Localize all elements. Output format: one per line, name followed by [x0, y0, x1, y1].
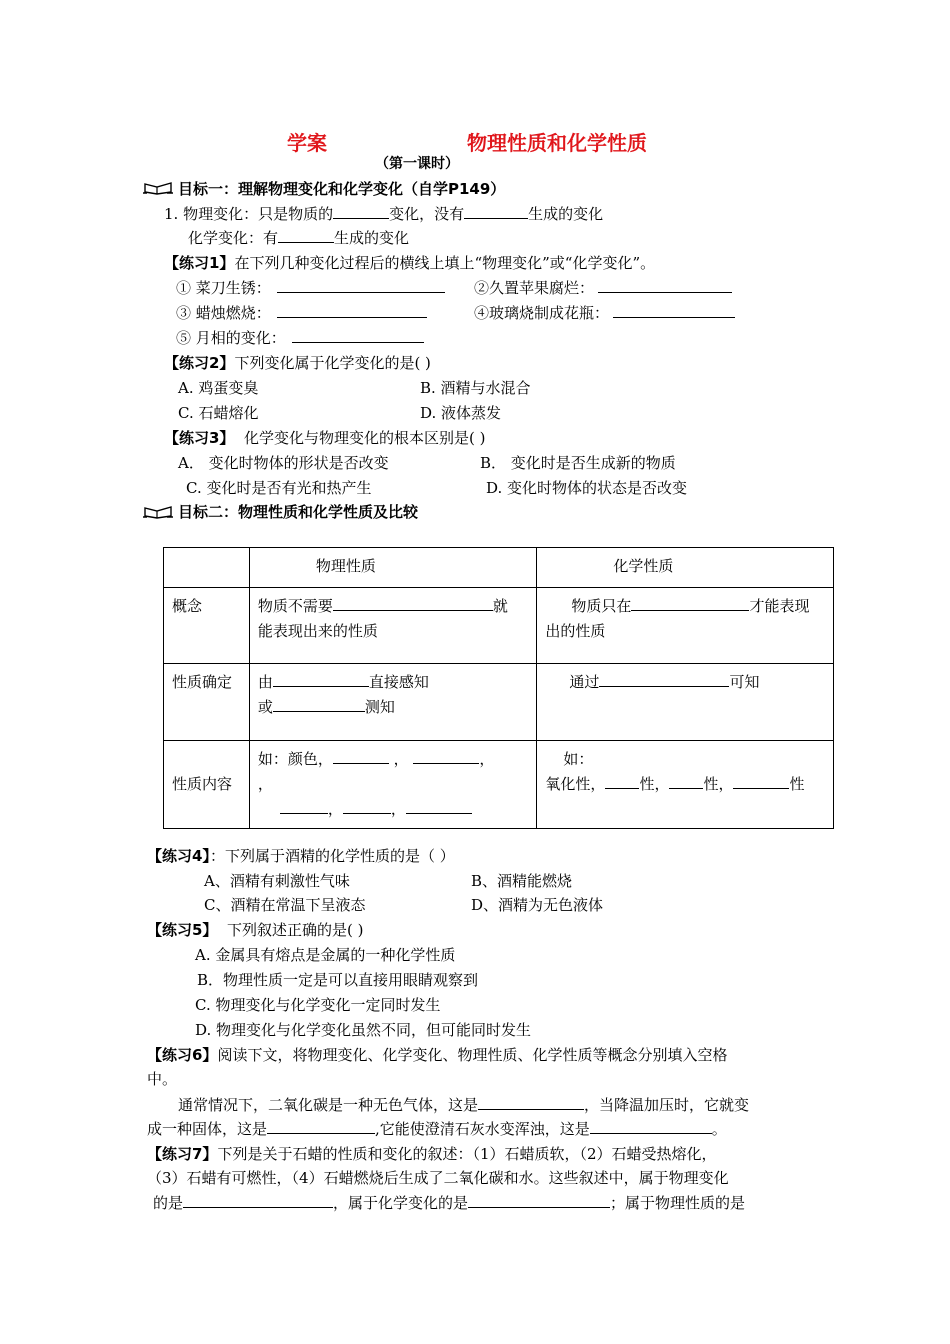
blank[interactable]: [292, 328, 424, 343]
blank[interactable]: [598, 278, 732, 293]
option[interactable]: D. 物理变化与化学变化虽然不同，但可能同时发生: [195, 1021, 532, 1039]
cell-text: ，: [257, 775, 273, 793]
ex6-passage-line: [178, 1094, 749, 1115]
blank[interactable]: [333, 204, 389, 219]
cell-text: 或: [257, 698, 273, 716]
ex4-text: ：下列属于酒精的化学性质的是（ ）: [209, 847, 455, 865]
option[interactable]: C、酒精在常温下呈液态: [204, 896, 366, 914]
ex1-label: 【练习1】: [164, 254, 235, 272]
blank[interactable]: [413, 749, 479, 764]
ex1-question: [164, 252, 655, 273]
blank[interactable]: [277, 303, 427, 318]
cell-text: 就: [492, 597, 508, 615]
table-header: 化学性质: [537, 548, 834, 588]
passage-text: ；属于物理性质的是: [610, 1194, 746, 1212]
ex1-item-label: ⑤ 月相的变化：: [176, 329, 286, 347]
option[interactable]: D. 变化时物体的状态是否改变: [486, 479, 688, 497]
goal1-line1-b: 变化，没有: [389, 205, 465, 223]
blank[interactable]: [468, 1193, 610, 1208]
ex7-label: 【练习7】: [147, 1145, 218, 1163]
ex1-item-label: ① 菜刀生锈：: [176, 279, 271, 297]
goal1-line1-a: 1. 物理变化：只是物质的: [164, 205, 334, 223]
ex1-item: [176, 302, 427, 323]
table-header: 物理性质: [249, 548, 537, 588]
ex6-passage-line: [147, 1118, 727, 1139]
blank[interactable]: [733, 774, 789, 789]
table-cell: [537, 588, 834, 664]
goal1-line2: [188, 227, 409, 248]
cell-text: 物质不需要: [257, 597, 333, 615]
ex1-text: 在下列几种变化过程后的横线上填上“物理变化”或“化学变化”。: [234, 254, 656, 272]
cell-text: ，: [479, 750, 495, 768]
ex2-text: 下列变化属于化学变化的是( ): [234, 354, 431, 372]
blank[interactable]: [605, 774, 639, 789]
ex1-item: [176, 277, 445, 298]
table-cell: [249, 741, 537, 829]
table-row: [164, 664, 834, 741]
ex1-item-label: ③ 蜡烛燃烧：: [176, 304, 271, 322]
goal1-line1-c: 生成的变化: [528, 205, 604, 223]
ex7-text-line: [153, 1192, 745, 1213]
passage-text: ,它能使澄清石灰水变浑浊，这是: [375, 1120, 590, 1138]
passage-text: 。: [711, 1120, 727, 1138]
blank[interactable]: [599, 672, 729, 687]
ex5-text: 下列叙述正确的是( ): [226, 921, 364, 939]
ex3-label: 【练习3】: [164, 429, 235, 447]
blank[interactable]: [333, 596, 493, 611]
option[interactable]: A． 变化时物体的形状是否改变: [178, 454, 389, 472]
ex2-question: [164, 352, 431, 373]
option[interactable]: B、酒精能燃烧: [471, 872, 573, 890]
option[interactable]: C. 石蜡熔化: [178, 404, 259, 422]
option[interactable]: A. 金属具有熔点是金属的一种化学性质: [195, 946, 456, 964]
option[interactable]: D. 液体蒸发: [420, 404, 502, 422]
blank[interactable]: [406, 799, 472, 814]
blank[interactable]: [278, 228, 334, 243]
cell-text: 可知: [729, 673, 760, 691]
cell-text: 性: [789, 775, 805, 793]
ex1-item: [176, 327, 424, 348]
option[interactable]: B． 变化时是否生成新的物质: [480, 454, 676, 472]
table-row: [164, 741, 834, 829]
blank[interactable]: [267, 1119, 375, 1134]
passage-text: 通常情况下，二氧化碳是一种无色气体，这是: [178, 1096, 479, 1114]
blank[interactable]: [273, 697, 365, 712]
row-label: 概念: [164, 588, 250, 664]
goal1-line1: [164, 203, 603, 224]
ex3-text: 化学变化与物理变化的根本区别是( ): [243, 429, 486, 447]
table-cell: [249, 588, 537, 664]
table-cell: [537, 741, 834, 829]
table-cell: [164, 548, 250, 588]
goal1-heading: 目标一：理解物理变化和化学变化（自学P149）: [178, 180, 506, 198]
book-icon: [143, 505, 173, 519]
cell-text: 测知: [364, 698, 395, 716]
goal1-line2-b: 生成的变化: [334, 229, 410, 247]
ex6-text-cont: 中。: [147, 1070, 178, 1088]
option[interactable]: A. 鸡蛋变臭: [178, 379, 259, 397]
blank[interactable]: [333, 749, 389, 764]
passage-text: ，当降温加压时，它就变: [584, 1096, 750, 1114]
cell-text: 由: [257, 673, 273, 691]
blank[interactable]: [464, 204, 528, 219]
ex3-question: [164, 427, 485, 448]
row-label: 性质确定: [164, 664, 250, 741]
page-subtitle: （第一课时）: [375, 156, 459, 172]
passage-text: 的是: [153, 1194, 184, 1212]
ex6-label: 【练习6】: [147, 1046, 218, 1064]
ex1-item: [474, 302, 735, 323]
page-title: 物理性质和化学性质: [467, 131, 647, 155]
cell-text: 出的性质: [545, 622, 606, 640]
cell-text: 能表现出来的性质: [257, 622, 378, 640]
ex7-text: 下列是关于石蜡的性质和变化的叙述：（1）石蜡质软，（2）石蜡受热熔化，: [217, 1145, 717, 1163]
table-cell: [537, 664, 834, 741]
cell-text: 才能表现: [749, 597, 810, 615]
table-row: [164, 548, 834, 588]
blank[interactable]: [273, 672, 369, 687]
option[interactable]: A、酒精有刺激性气味: [204, 872, 350, 890]
cell-text: 性，: [639, 775, 670, 793]
goal2-heading: 目标二：物理性质和化学性质及比较: [178, 503, 419, 521]
comparison-table: [163, 547, 834, 829]
ex5-label: 【练习5】: [147, 921, 218, 939]
blank[interactable]: [280, 799, 328, 814]
title-left: 学案: [287, 131, 327, 155]
goal1-line2-a: 化学变化：有: [188, 229, 279, 247]
cell-text: 如：颜色，: [257, 750, 333, 768]
blank[interactable]: [277, 278, 445, 293]
cell-text: 物质只在: [571, 597, 632, 615]
ex6-question: [147, 1044, 727, 1065]
passage-text: ，属于化学变化的是: [333, 1194, 469, 1212]
ex7-text-line: （3）石蜡有可燃性，（4）石蜡燃烧后生成了二氧化碳和水。这些叙述中，属于物理变化: [147, 1169, 729, 1187]
ex7-question: [147, 1143, 717, 1164]
table-row: [164, 588, 834, 664]
cell-text: 性，: [703, 775, 734, 793]
blank[interactable]: [343, 799, 391, 814]
option[interactable]: B. 酒精与水混合: [420, 379, 531, 397]
blank[interactable]: [613, 303, 735, 318]
cell-text: ，: [327, 800, 343, 818]
cell-text: ，: [393, 750, 409, 768]
ex6-text: 阅读下文，将物理变化、化学变化、物理性质、化学性质等概念分别填入空格: [217, 1046, 728, 1064]
blank[interactable]: [183, 1193, 333, 1208]
passage-text: 成一种固体，这是: [147, 1120, 268, 1138]
ex5-question: [147, 919, 363, 940]
ex1-item: [474, 277, 732, 298]
row-label: 性质内容: [164, 741, 250, 829]
option[interactable]: C. 变化时是否有光和热产生: [186, 479, 372, 497]
option[interactable]: C. 物理变化与化学变化一定同时发生: [195, 996, 441, 1014]
ex4-question: [147, 845, 455, 866]
ex2-label: 【练习2】: [164, 354, 235, 372]
blank[interactable]: [478, 1095, 584, 1110]
cell-text: 氧化性，: [545, 775, 606, 793]
cell-text: 通过: [569, 673, 600, 691]
blank[interactable]: [590, 1119, 712, 1134]
blank[interactable]: [669, 774, 703, 789]
cell-text: 如：: [563, 750, 594, 768]
option[interactable]: D、酒精为无色液体: [471, 896, 604, 914]
option[interactable]: B．物理性质一定是可以直接用眼睛观察到: [197, 971, 479, 989]
ex4-label: 【练习4】: [147, 847, 210, 865]
cell-text: ，: [390, 800, 406, 818]
book-icon: [143, 181, 173, 195]
ex1-item-label: ②久置苹果腐烂：: [474, 279, 595, 297]
ex1-item-label: ④玻璃烧制成花瓶：: [474, 304, 610, 322]
cell-text: 直接感知: [368, 673, 429, 691]
table-cell: [249, 664, 537, 741]
blank[interactable]: [631, 596, 749, 611]
